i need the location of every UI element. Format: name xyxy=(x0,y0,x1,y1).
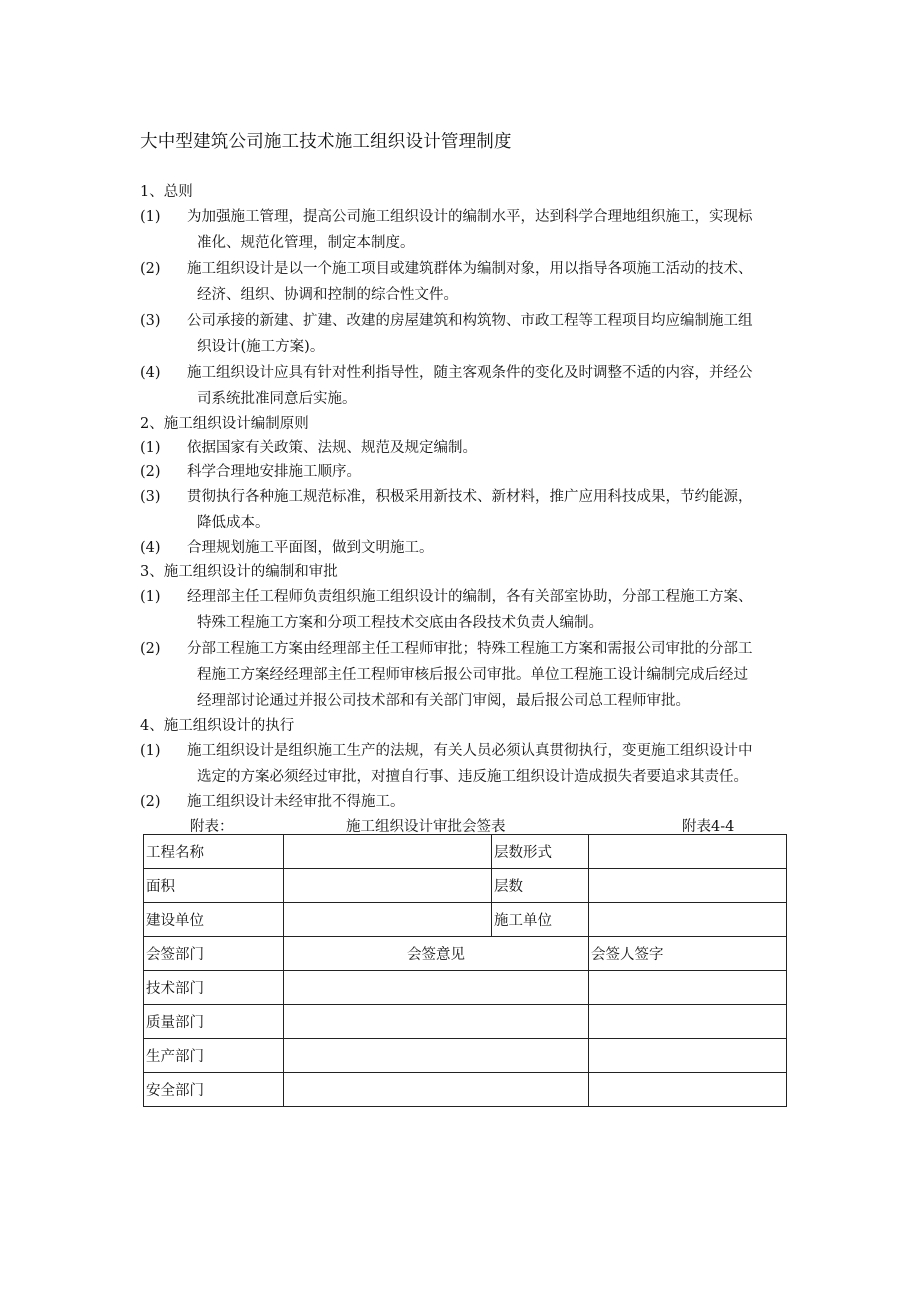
table-header-row xyxy=(144,937,787,971)
list-item xyxy=(140,256,800,308)
section-heading: 3、施工组织设计的编制和审批 xyxy=(140,564,338,580)
opinion-field[interactable] xyxy=(284,1005,589,1039)
opinion-header: 会签意见 xyxy=(284,937,589,971)
table-row xyxy=(144,1073,787,1107)
table-row xyxy=(144,971,787,1005)
section-heading: 4、施工组织设计的执行 xyxy=(140,718,295,734)
item-number: (3) xyxy=(140,313,161,329)
table-row xyxy=(144,1005,787,1039)
item-text-line: 特殊工程施工方案和分项工程技术交底由各段技术负责人编制。 xyxy=(197,615,603,631)
signer-header: 会签人签字 xyxy=(589,937,787,971)
list-item xyxy=(140,436,800,460)
dept-header: 会签部门 xyxy=(144,937,284,971)
section-heading: 2、施工组织设计编制原则 xyxy=(140,416,309,432)
item-text-line: 程施工方案经经理部主任工程师审核后报公司审批。单位工程施工设计编制完成后经过 xyxy=(197,667,748,683)
opinion-field[interactable] xyxy=(284,1073,589,1107)
item-text-line: 施工组织设计应具有针对性利指导性，随主客观条件的变化及时调整不适的内容，并经公 xyxy=(187,365,753,381)
list-item xyxy=(140,460,800,484)
item-text-line: 经理部讨论通过并报公司技术部和有关部门审阅，最后报公司总工程师审批。 xyxy=(197,693,690,709)
item-text-line: 合理规划施工平面图，做到文明施工。 xyxy=(187,540,434,556)
item-text-line: 分部工程施工方案由经理部主任工程师审批；特殊工程施工方案和需报公司审批的分部工 xyxy=(187,641,753,657)
builder-field[interactable] xyxy=(284,903,492,937)
list-item xyxy=(140,204,800,256)
area-field[interactable] xyxy=(284,869,492,903)
item-text-line: 施工组织设计是组织施工生产的法规，有关人员必须认真贯彻执行，变更施工组织设计中 xyxy=(187,743,753,759)
dept-label: 生产部门 xyxy=(144,1039,284,1073)
floors-field[interactable] xyxy=(589,869,787,903)
list-item xyxy=(140,484,800,536)
dept-label: 质量部门 xyxy=(144,1005,284,1039)
floor-type-field[interactable] xyxy=(589,835,787,869)
contractor-field[interactable] xyxy=(589,903,787,937)
item-text-line: 施工组织设计未经审批不得施工。 xyxy=(187,794,405,810)
dept-label: 技术部门 xyxy=(144,971,284,1005)
item-number: (2) xyxy=(140,641,161,657)
item-number: (4) xyxy=(140,540,161,556)
list-item xyxy=(140,738,800,790)
list-item xyxy=(140,308,800,360)
item-number: (1) xyxy=(140,743,161,759)
floor-type-label: 层数形式 xyxy=(492,835,589,869)
item-text-line: 依据国家有关政策、法规、规范及规定编制。 xyxy=(187,440,477,456)
list-item xyxy=(140,636,800,714)
item-number: (3) xyxy=(140,489,161,505)
document-title: 大中型建筑公司施工技术施工组织设计管理制度 xyxy=(140,132,512,152)
signature-field[interactable] xyxy=(589,1005,787,1039)
document-body xyxy=(140,180,800,814)
project-name-label: 工程名称 xyxy=(144,835,284,869)
item-text-line: 公司承接的新建、扩建、改建的房屋建筑和构筑物、市政工程等工程项目均应编制施工组 xyxy=(187,313,753,329)
list-item xyxy=(140,790,800,814)
signature-field[interactable] xyxy=(589,1039,787,1073)
project-name-field[interactable] xyxy=(284,835,492,869)
item-number: (2) xyxy=(140,794,161,810)
table-row xyxy=(144,903,787,937)
list-item xyxy=(140,360,800,412)
item-number: (1) xyxy=(140,589,161,605)
list-item xyxy=(140,584,800,636)
signature-field[interactable] xyxy=(589,971,787,1005)
item-text-line: 经济、组织、协调和控制的综合性文件。 xyxy=(197,287,458,303)
appendix-number: 附表4-4 xyxy=(682,819,735,835)
signature-field[interactable] xyxy=(589,1073,787,1107)
item-number: (2) xyxy=(140,261,161,277)
item-text-line: 贯彻执行各种施工规范标准，积极采用新技术、新材料，推广应用科技成果，节约能源， xyxy=(187,489,753,505)
opinion-field[interactable] xyxy=(284,971,589,1005)
item-text-line: 选定的方案必须经过审批，对擅自行事、违反施工组织设计造成损失者要追求其责任。 xyxy=(197,769,748,785)
builder-label: 建设单位 xyxy=(144,903,284,937)
item-number: (2) xyxy=(140,464,161,480)
dept-label: 安全部门 xyxy=(144,1073,284,1107)
table-row xyxy=(144,869,787,903)
table-row xyxy=(144,835,787,869)
item-text-line: 司系统批准同意后实施。 xyxy=(197,391,357,407)
contractor-label: 施工单位 xyxy=(492,903,589,937)
item-text-line: 为加强施工管理，提高公司施工组织设计的编制水平，达到科学合理地组织施工，实现标 xyxy=(187,209,753,225)
item-text-line: 施工组织设计是以一个施工项目或建筑群体为编制对象，用以指导各项施工活动的技术、 xyxy=(187,261,753,277)
form-title: 施工组织设计审批会签表 xyxy=(346,819,506,835)
appendix-label: 附表： xyxy=(190,819,234,835)
item-number: (1) xyxy=(140,209,161,225)
table-row xyxy=(144,1039,787,1073)
list-item xyxy=(140,536,800,560)
item-text-line: 准化、规范化管理，制定本制度。 xyxy=(197,235,415,251)
approval-sign-table xyxy=(143,834,787,1107)
floors-label: 层数 xyxy=(492,869,589,903)
opinion-field[interactable] xyxy=(284,1039,589,1073)
item-text-line: 降低成本。 xyxy=(197,515,270,531)
item-number: (4) xyxy=(140,365,161,381)
item-text-line: 经理部主任工程师负责组织施工组织设计的编制，各有关部室协助，分部工程施工方案、 xyxy=(187,589,753,605)
area-label: 面积 xyxy=(144,869,284,903)
item-number: (1) xyxy=(140,440,161,456)
item-text-line: 科学合理地安排施工顺序。 xyxy=(187,464,361,480)
item-text-line: 织设计(施工方案)。 xyxy=(197,339,325,355)
section-heading: 1、总则 xyxy=(140,184,193,200)
